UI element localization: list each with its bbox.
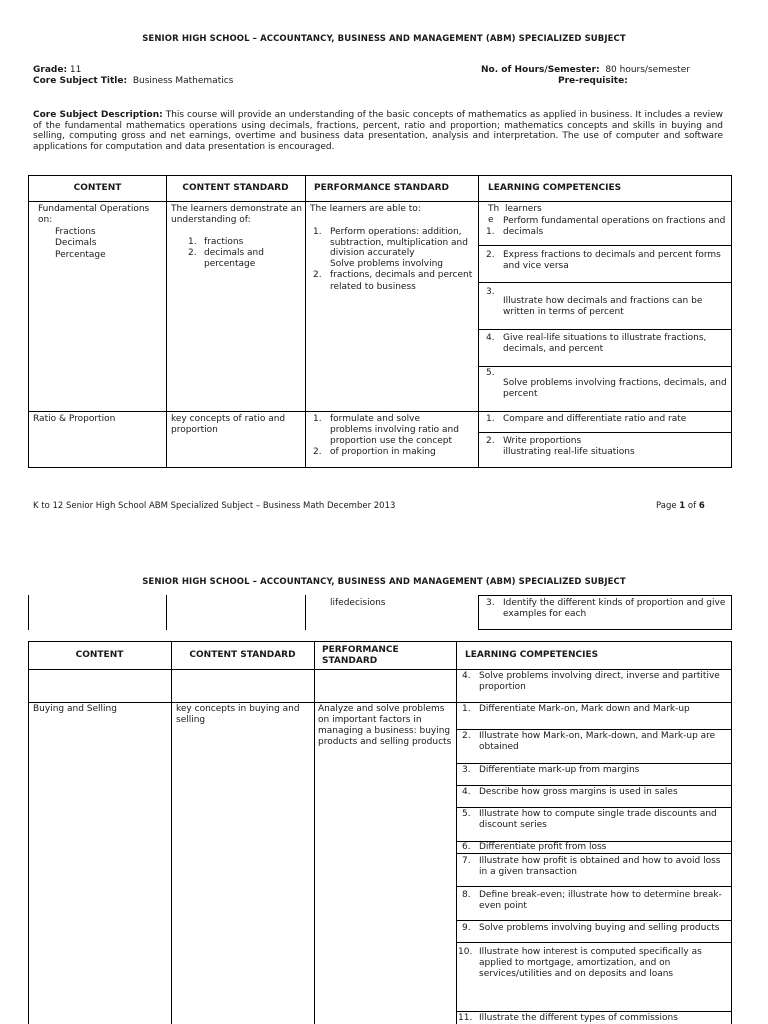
competency-item: Differentiate Mark-on, Mark down and Mark-up [479, 704, 690, 714]
competency-item: Differentiate profit from loss [479, 842, 607, 852]
competency-intro: learners [505, 204, 542, 214]
list-number: 7. [462, 856, 471, 866]
list-number: 2. [486, 436, 495, 446]
content-item: Fundamental Operations [38, 204, 150, 214]
performance-line: proportion use the concept [330, 436, 453, 446]
th-performance-2a: PERFORMANCE [322, 645, 399, 655]
subject-title-value: Business Mathematics [132, 76, 234, 86]
competency-item: Identify the different kinds of proportion and give examples for each [503, 598, 726, 619]
hours-line [481, 65, 690, 75]
grade-line [33, 65, 81, 75]
th-content-standard-2: CONTENT STANDARD [189, 650, 296, 660]
list-number: 8. [462, 890, 471, 900]
content-item: Decimals [55, 238, 97, 248]
standard-ratio: key concepts of ratio and proportion [171, 414, 286, 435]
content-item: on: [38, 215, 53, 225]
list-number [486, 216, 489, 227]
list-number: 2. [188, 248, 197, 258]
competency-item: illustrating real-life situations [503, 447, 635, 457]
list-number: 9. [462, 923, 471, 933]
competency-item: Illustrate how Mark-on, Mark-down, and Mark-up are obtained [479, 731, 716, 752]
grade-value: 11 [69, 65, 82, 75]
performance-line: problems involving ratio and [330, 425, 459, 435]
cont-performance: lifedecisions [330, 598, 386, 608]
th-content: CONTENT [73, 183, 122, 193]
competency-item: Illustrate how decimals and fractions can be written in terms of percent [503, 296, 703, 317]
page-header: SENIOR HIGH SCHOOL – ACCOUNTANCY, BUSINESS AND MANAGEMENT (ABM) SPECIALIZED SUBJECT [142, 34, 626, 44]
competency-item: Define break-even; illustrate how to determine break-even point [479, 890, 722, 911]
th-performance-2b: STANDARD [322, 656, 378, 666]
list-number: 5. [486, 368, 495, 378]
list-number: 6. [462, 842, 471, 852]
list-number: 2. [313, 447, 322, 457]
list-number: 5. [462, 809, 471, 819]
th-content-standard: CONTENT STANDARD [182, 183, 289, 193]
competency-item: Illustrate how profit is obtained and how to avoid loss in a given transaction [479, 856, 721, 877]
list-number: 3. [462, 765, 471, 775]
competency-item: Differentiate mark-up from margins [479, 765, 640, 775]
content-ratio: Ratio & Proportion [33, 414, 116, 424]
competency-item: Describe how gross margins is used in sales [479, 787, 678, 797]
standard-item: percentage [204, 259, 256, 269]
list-number: 2. [313, 270, 322, 280]
standard-buying: key concepts in buying and selling [176, 704, 300, 725]
competency-item: Solve problems involving buying and selling products [479, 923, 720, 933]
list-number: 4. [462, 671, 471, 681]
prereq-label: Pre-requisite: [558, 76, 628, 86]
page-number: Page 1 of 6 [656, 501, 705, 511]
list-number: 4. [486, 333, 495, 343]
footer-text: K to 12 Senior High School ABM Specialized Subject – Business Math December 2013 [33, 501, 396, 511]
content-item: Fractions [55, 227, 96, 237]
subject-title-label: Core Subject Title: [33, 76, 128, 86]
list-number: 1. [462, 704, 471, 714]
list-number: 1. [313, 414, 322, 424]
content-buying: Buying and Selling [33, 704, 117, 714]
performance-buying: Analyze and solve problems on important factors in managing a business: buying products and selling products [318, 704, 452, 747]
subject-title-line [33, 76, 233, 86]
performance-intro: The learners are able to: [310, 204, 421, 214]
competency-item: Illustrate how to compute single trade discounts and discount series [479, 809, 717, 830]
list-number: 1. [313, 227, 322, 237]
standard-item: decimals and [204, 248, 264, 258]
hours-label: No. of Hours/Semester: [481, 65, 600, 75]
performance-line: of proportion in making [330, 447, 436, 457]
content-item: Percentage [55, 250, 106, 260]
competency-intro: Th [488, 204, 500, 214]
performance-line: formulate and solve [330, 414, 420, 424]
th-content-2: CONTENT [75, 650, 124, 660]
competency-item: Perform fundamental operations on fractions and decimals [503, 216, 726, 237]
performance-line: division accurately [330, 248, 415, 258]
competency-item: Give real-life situations to illustrate fractions, decimals, and percent [503, 333, 707, 354]
hours-value: 80 hours/semester [605, 65, 690, 75]
competency-item: Illustrate the different types of commissions [479, 1013, 678, 1023]
list-number: 4. [462, 787, 471, 797]
competency-item: Express fractions to decimals and percent forms and vice versa [503, 250, 721, 271]
competency-item: Solve problems involving fractions, decimals, and percent [503, 378, 727, 399]
performance-line: Perform operations: addition, [330, 227, 462, 237]
performance-line: related to business [330, 282, 416, 292]
description-text: This course will provide an understanding of the basic concepts of mathematics as applied in business. It includes a review of the fundamental mathematics operations using decimals, fractions, percent, ratio and proportion; mathematics concepts and skills in buying and selling, computing gross and net earnings, overtime and business data presentation, analysis and interpretation. The use of computer and software applications for computation and data presentation is encouraged. [33, 110, 723, 152]
standard-intro: The learners demonstrate an understanding of: [171, 204, 302, 225]
list-number: 1. [486, 227, 495, 237]
list-number: 3. [486, 287, 495, 297]
performance-line: Solve problems involving [330, 259, 444, 269]
performance-line: subtraction, multiplication and [330, 238, 468, 248]
th-learning-competencies-2: LEARNING COMPETENCIES [465, 650, 599, 660]
standard-item: fractions [204, 237, 244, 247]
list-number: 10. [458, 947, 473, 957]
list-number: 2. [486, 250, 495, 260]
performance-line: fractions, decimals and percent [330, 270, 473, 280]
list-number: 3. [486, 598, 495, 608]
competency-item: Write proportions [503, 436, 582, 446]
competency-intro: e [488, 215, 494, 225]
competency-item: Illustrate how interest is computed specifically as applied to mortgage, amortization, and on services/utilities and on deposits and loans [479, 947, 702, 979]
description-label: Core Subject Description: [33, 110, 163, 120]
core-description [33, 110, 723, 152]
grade-label: Grade: [33, 65, 68, 75]
th-performance-standard: PERFORMANCE STANDARD [314, 183, 449, 193]
list-number: 2. [462, 731, 471, 741]
list-number: 1. [188, 237, 197, 247]
th-learning-competencies: LEARNING COMPETENCIES [488, 183, 622, 193]
competency-item: Compare and differentiate ratio and rate [503, 414, 687, 424]
page-header-2: SENIOR HIGH SCHOOL – ACCOUNTANCY, BUSINESS AND MANAGEMENT (ABM) SPECIALIZED SUBJECT [142, 577, 626, 587]
list-number: 11. [458, 1013, 473, 1023]
list-number: 1. [486, 414, 495, 424]
competency-item: Solve problems involving direct, inverse and partitive proportion [479, 671, 720, 692]
